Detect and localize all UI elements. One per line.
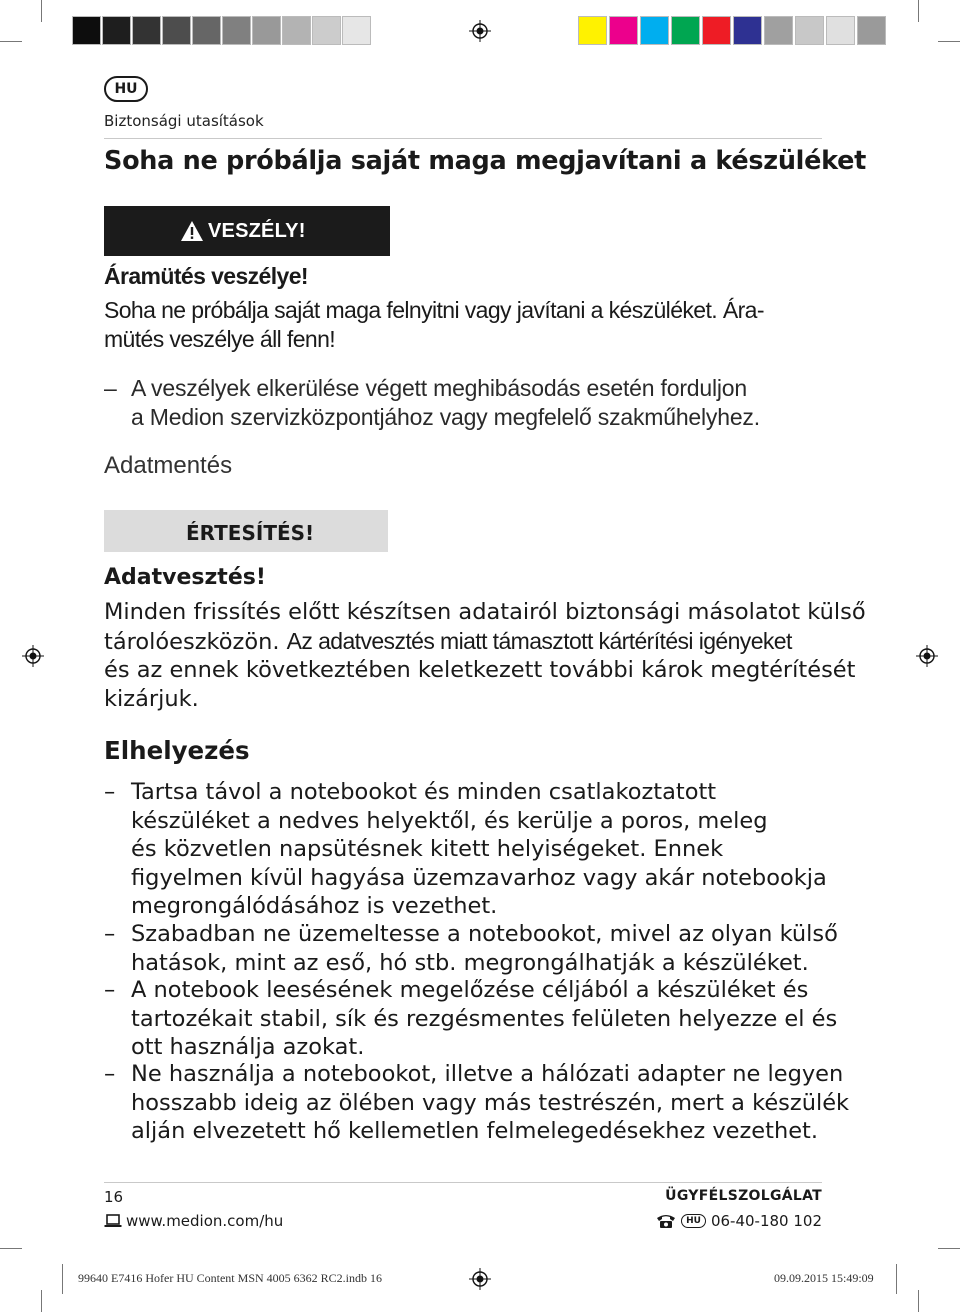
gray-swatch xyxy=(132,16,161,45)
print-slug-timestamp: 09.09.2015 15:49:09 xyxy=(774,1271,874,1285)
danger-label-box xyxy=(104,206,390,256)
color-swatch xyxy=(733,16,762,45)
backup-text xyxy=(104,598,866,713)
color-swatch xyxy=(702,16,731,45)
bullet-line: megrongálódásához is vezethet. xyxy=(131,893,498,919)
bullet-line: Szabadban ne üzemeltesse a notebookot, mivel az olyan külső xyxy=(131,921,838,947)
bullet-line: A notebook leesésének megelőzése céljából a készüléket és xyxy=(131,977,809,1003)
footer-divider xyxy=(104,1182,822,1183)
backup-text-line: Az adatvesztés miatt támasztott kártérítési igényeket xyxy=(286,627,792,654)
bullet-line: Ne használja a notebookot, illetve a hálózati adapter ne legyen xyxy=(131,1061,844,1087)
backup-subheading: Adatvesztés! xyxy=(104,565,266,590)
header-divider xyxy=(104,138,822,139)
color-swatch xyxy=(857,16,886,45)
registration-mark-right-icon xyxy=(916,645,938,667)
gray-swatch xyxy=(312,16,341,45)
color-swatch xyxy=(795,16,824,45)
color-swatch xyxy=(764,16,793,45)
color-swatch xyxy=(640,16,669,45)
bullet-line: alján elvezetett hő kellemetlen felmelegedésekhez vezethet. xyxy=(131,1118,819,1144)
hotline xyxy=(656,1212,822,1230)
phone-number: 06-40-180 102 xyxy=(710,1212,822,1230)
print-slug-file: 99640 E7416 Hofer HU Content MSN 4005 6362 RC2.indb 16 xyxy=(78,1271,382,1285)
notice-label: ÉRTESÍTÉS! xyxy=(186,521,315,545)
page-number: 16 xyxy=(104,1188,124,1206)
bullet-line: figyelmen kívül hagyása üzemzavarhoz vagy akár notebookja xyxy=(131,864,827,891)
bullet-line: tartozékait stabil, sík és rezgésmentes felületen helyezze el és xyxy=(131,1005,838,1032)
danger-heading: Áramütés veszélye! xyxy=(104,263,308,289)
backup-text-line: Minden frissítés előtt készítsen adatairól biztonsági másolatot külső xyxy=(104,599,866,625)
gray-swatch xyxy=(282,16,311,45)
bullet-line: hatások, mint az eső, hó stb. megrongálhatják a készüléket. xyxy=(131,949,809,976)
registration-mark-bottom-icon xyxy=(469,1268,491,1290)
gray-swatch xyxy=(222,16,251,45)
backup-text-line: kizárjuk. xyxy=(104,685,199,712)
gray-swatch xyxy=(72,16,101,45)
bullet-line: és közvetlen napsütésnek kitett helyiségeket. Ennek xyxy=(131,836,724,862)
backup-text-line: tárolóeszközön. xyxy=(104,628,280,655)
bullet-dash: – xyxy=(104,921,116,947)
backup-text-line: és az ennek következtében keletkezett további károk megtérítését xyxy=(104,657,856,683)
gray-swatch xyxy=(252,16,281,45)
bullet-line: a Medion szervizközpontjához vagy megfelelő szakműhelyhez. xyxy=(131,403,760,430)
color-swatch xyxy=(578,16,607,45)
backup-heading: Adatmentés xyxy=(104,452,233,479)
language-badge: HU xyxy=(104,76,148,102)
bullet-line: A veszélyek elkerülése végett meghibásodás esetén forduljon xyxy=(131,375,747,401)
website-link[interactable] xyxy=(104,1212,283,1230)
section-label: Biztonsági utasítások xyxy=(104,112,264,130)
notice-label-box xyxy=(104,510,388,552)
phone-country-badge: HU xyxy=(681,1214,706,1228)
customer-service-label: ÜGYFÉLSZOLGÁLAT xyxy=(665,1188,822,1204)
registration-mark-top-icon xyxy=(469,20,491,42)
gray-swatch xyxy=(342,16,371,45)
danger-text-line: Soha ne próbálja saját maga felnyitni vagy javítani a készüléket. Ára- xyxy=(104,297,764,323)
registration-mark-left-icon xyxy=(22,645,44,667)
gray-swatch xyxy=(162,16,191,45)
bullet-dash: – xyxy=(104,375,117,401)
color-swatch xyxy=(671,16,700,45)
placement-heading: Elhelyezés xyxy=(104,736,250,765)
telephone-icon xyxy=(656,1213,676,1229)
color-swatch xyxy=(609,16,638,45)
bullet-line: hosszabb ideig az ölében vagy más testrészén, mert a készülék xyxy=(131,1089,850,1116)
color-swatch xyxy=(826,16,855,45)
bullet-dash: – xyxy=(104,1061,116,1087)
website-url[interactable]: www.medion.com/hu xyxy=(126,1212,284,1230)
warning-triangle-icon xyxy=(180,220,204,242)
danger-label: VESZÉLY! xyxy=(208,220,306,242)
bullet-line: ott használja azokat. xyxy=(131,1034,365,1060)
page-title: Soha ne próbálja saját maga megjavítani a készüléket xyxy=(104,146,866,176)
laptop-icon xyxy=(104,1214,122,1228)
bullet-line: Tartsa távol a notebookot és minden csatlakoztatott xyxy=(131,779,717,805)
gray-swatch xyxy=(192,16,221,45)
gray-swatch xyxy=(102,16,131,45)
bullet-dash: – xyxy=(104,977,116,1003)
bullet-line: készüléket a nedves helyektől, és kerülje a poros, meleg xyxy=(131,807,768,834)
bullet-dash: – xyxy=(104,779,116,805)
danger-text-line: mütés veszélye áll fenn! xyxy=(104,325,336,352)
danger-text xyxy=(104,296,764,353)
